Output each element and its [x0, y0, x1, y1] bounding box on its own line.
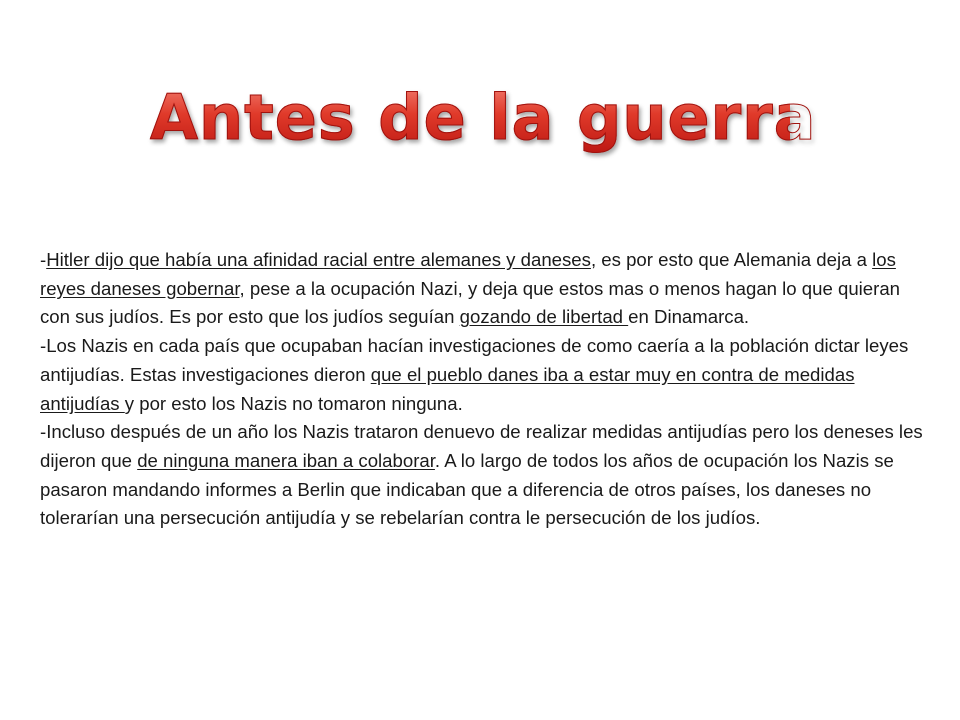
- underlined-phrase: de ninguna manera iban a colaborar: [137, 449, 435, 471]
- paragraph-occupation: [40, 418, 924, 533]
- underlined-phrase: Hitler dijo que había una afinidad racial entre alemanes y daneses: [46, 249, 591, 270]
- text-segment: en Dinamarca.: [628, 306, 750, 328]
- underlined-phrase: que el pueblo danes iba a estar muy en contra de medidas antijudías: [40, 363, 855, 414]
- text-segment: -Incluso después de un año los Nazis trataron denuevo de realizar medidas antijudías pero los deneses les dijeron que: [40, 421, 923, 471]
- slide-title: Antes de la guerra: [150, 78, 790, 158]
- text-segment: , pese a la ocupación Nazi, y deja que estos mas o menos hagan lo que quieran con sus judíos. Es por esto que los judíos seguían: [40, 277, 901, 328]
- underlined-phrase: gozando de libertad: [459, 306, 629, 328]
- paragraph-hitler: [40, 246, 924, 332]
- underlined-phrase: los reyes daneses gobernar: [40, 249, 896, 299]
- text-segment: y por esto los Nazis no tomaron ninguna.: [124, 392, 463, 414]
- text-segment: , es por esto que Alemania deja a: [590, 249, 873, 270]
- body-text: [40, 246, 924, 533]
- text-segment: -: [40, 249, 47, 270]
- paragraph-investigations: [40, 332, 924, 418]
- text-segment: . A lo largo de todos los años de ocupación los Nazis se pasaron mandando informes a Berlin que indicaban que a diferencia de otros países, los daneses no tolerarían una persecución antijudía y se rebelarían contra le persecución de los judíos.: [40, 449, 894, 529]
- text-segment: -Los Nazis en cada país que ocupaban hacían investigaciones de como caería a la población dictar leyes antijudías. Estas investigaciones dieron: [40, 335, 909, 385]
